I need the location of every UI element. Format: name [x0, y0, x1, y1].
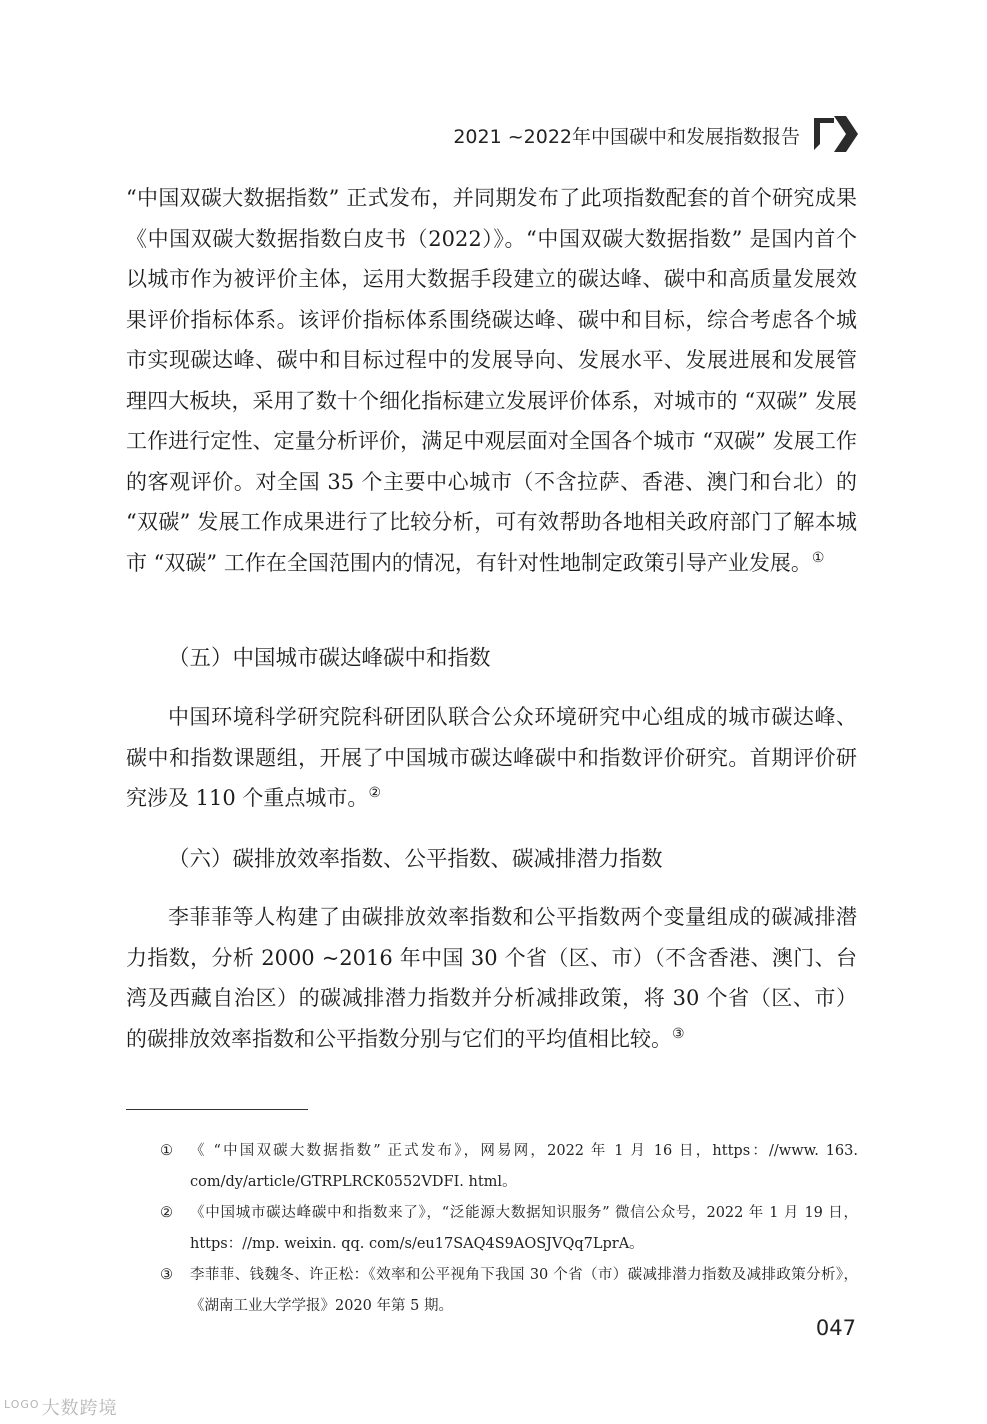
footnote-text: 李菲菲、钱魏冬、许正松：《效率和公平视角下我国 30 个省（市）碳减排潜力指数及减排政策分析》，《湖南工业大学学报》2020 年第 5 期。 [190, 1267, 858, 1314]
body-paragraph-1: “中国双碳大数据指数” 正式发布，并同期发布了此项指数配套的首个研究成果《中国双碳大数据指数白皮书（2022）》。“中国双碳大数据指数” 是国内首个以城市作为被评价主体，运用大数据手段建立的碳达峰、碳中和高质量发展效果评价指标体系。该评价指标体系围绕碳达峰、碳中和目标，综合考虑各个城市实现碳达峰、碳中和目标过程中的发展导向、发展水平、发展进展和发展管理四大板块，采用了数十个细化指标建立发展评价体系，对城市的 “双碳” 发展工作进行定性、定量分析评价，满足中观层面对全国各个城市 “双碳” 发展工作的客观评价。对全国 35 个主要中心城市（不含拉萨、香港、澳门和台北）的 “双碳” 发展工作成果进行了比较分析，可有效帮助各地相关政府部门了解本城市 “双碳” 工作在全国范围内的情况，有针对性地制定政策引导产业发展。① [126, 186, 857, 575]
footnote-item [160, 1260, 858, 1322]
footnote-text: 《 “中国双碳大数据指数” 正式发布》，网易网，2022 年 1 月 16 日，https：//www. 163. com/dy/article/GTRPLRCK0552VDFI. html。 [190, 1143, 858, 1190]
body-paragraph-3: 李菲菲等人构建了由碳排放效率指数和公平指数两个变量组成的碳减排潜力指数，分析 2000 ~2016 年中国 30 个省（区、市）（不含香港、澳门、台湾及西藏自治区）的碳减排潜力指数并分析减排政策，将 30 个省（区、市）的碳排放效率指数和公平指数分别与它们的平均值相比较。③ [126, 905, 857, 1051]
footnote-divider [126, 1109, 308, 1110]
watermark-logo: LOGO [4, 1398, 40, 1411]
footnote-item [160, 1198, 858, 1260]
section-heading-5: （五）中国城市碳达峰碳中和指数 [168, 646, 491, 671]
running-header: 2021 ~2022年中国碳中和发展指数报告 [453, 126, 800, 148]
footnote-item [160, 1136, 858, 1198]
section-heading-6: （六）碳排放效率指数、公平指数、碳减排潜力指数 [168, 847, 663, 872]
footnote-ref-1[interactable]: ① [811, 549, 825, 566]
footnote-ref-2[interactable]: ② [368, 785, 381, 801]
footnote-number: ② [160, 1205, 173, 1221]
footnote-ref-3[interactable]: ③ [672, 1025, 685, 1042]
footnote-number: ① [160, 1143, 173, 1159]
chevron-arrow-icon [812, 114, 860, 154]
body-paragraph-2: 中国环境科学研究院科研团队联合公众环境研究中心组成的城市碳达峰、碳中和指数课题组，开展了中国城市碳达峰碳中和指数评价研究。首期评价研究涉及 110 个重点城市。② [126, 705, 857, 810]
page-number: 047 [815, 1316, 856, 1340]
footnote-number: ③ [160, 1267, 173, 1283]
watermark [4, 1394, 118, 1420]
footnote-text: 《中国城市碳达峰碳中和指数来了》，“泛能源大数据知识服务” 微信公众号，2022 年 1 月 19 日，https：//mp. weixin. qq. com/s/eu17SAQ4S9AOSJVQq7LprA。 [190, 1205, 858, 1252]
watermark-text: 大数跨境 [41, 1398, 118, 1419]
footnotes [160, 1136, 858, 1322]
